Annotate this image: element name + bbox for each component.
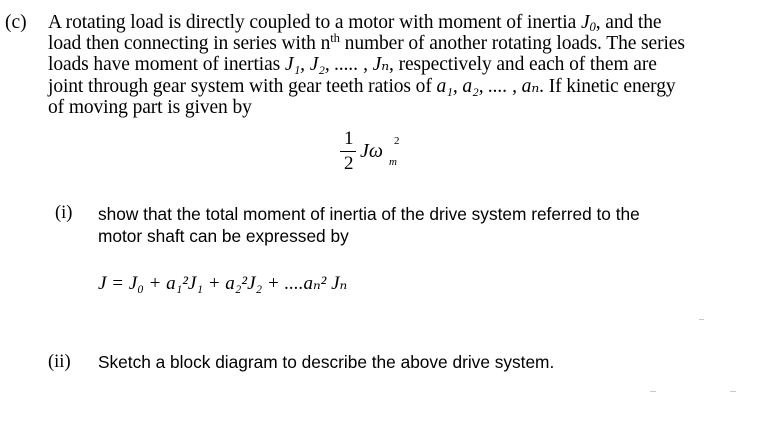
question-paragraph xyxy=(48,12,728,118)
line-text: loads have moment of inertias xyxy=(48,54,285,76)
total-inertia-equation: J = J₀ + a₁²J₁ + a₂²J₂ + ....aₙ² Jₙ xyxy=(98,273,348,294)
subpart-i-line-1: show that the total moment of inertia of the drive system referred to the xyxy=(98,204,640,224)
paragraph-line-1 xyxy=(48,12,728,33)
line-text: number of another rotating loads. The series xyxy=(339,33,685,55)
line-text: . If kinetic energy xyxy=(539,75,676,97)
scan-speck xyxy=(650,391,656,392)
paragraph-line-3 xyxy=(48,54,728,75)
subpart-i-line-2: motor shaft can be expressed by xyxy=(98,226,349,246)
ordinal-superscript: th xyxy=(330,31,340,46)
fraction-denominator: 2 xyxy=(344,153,354,174)
paragraph-line-5 xyxy=(48,97,728,118)
gear-ratio-sequence: a₁, a₂, .... , aₙ xyxy=(436,75,540,97)
subpart-ii-label: (ii) xyxy=(48,352,71,372)
line-text: , respectively and each of them are xyxy=(389,54,657,76)
line-text: load then connecting in series with n xyxy=(48,33,331,55)
formula-body: Jω xyxy=(360,140,383,162)
subpart-i-label: (i) xyxy=(55,203,73,223)
line-text: of moving part is given by xyxy=(48,96,252,118)
formula-subscript: m xyxy=(389,156,397,168)
line-text: , and the xyxy=(595,12,662,33)
inertia-symbol: J xyxy=(580,12,590,33)
part-label: (c) xyxy=(5,12,27,33)
scan-speck xyxy=(730,391,736,392)
line-text: joint through gear system with gear teeth ratios of xyxy=(48,75,437,97)
subpart-ii-text: Sketch a block diagram to describe the above drive system. xyxy=(98,352,555,372)
fraction-numerator: 1 xyxy=(344,128,354,149)
subpart-i-text xyxy=(98,203,718,247)
inertia-subscript: 0 xyxy=(589,20,596,35)
line-text: A rotating load is directly coupled to a motor with moment of inertia xyxy=(48,12,581,33)
paragraph-line-2 xyxy=(48,33,728,54)
scan-speck xyxy=(699,319,704,320)
paragraph-line-4 xyxy=(48,76,728,97)
inertia-sequence: J₁, J₂, ..... , Jₙ xyxy=(284,54,390,76)
formula-superscript: 2 xyxy=(394,135,400,147)
kinetic-energy-formula xyxy=(338,124,418,184)
